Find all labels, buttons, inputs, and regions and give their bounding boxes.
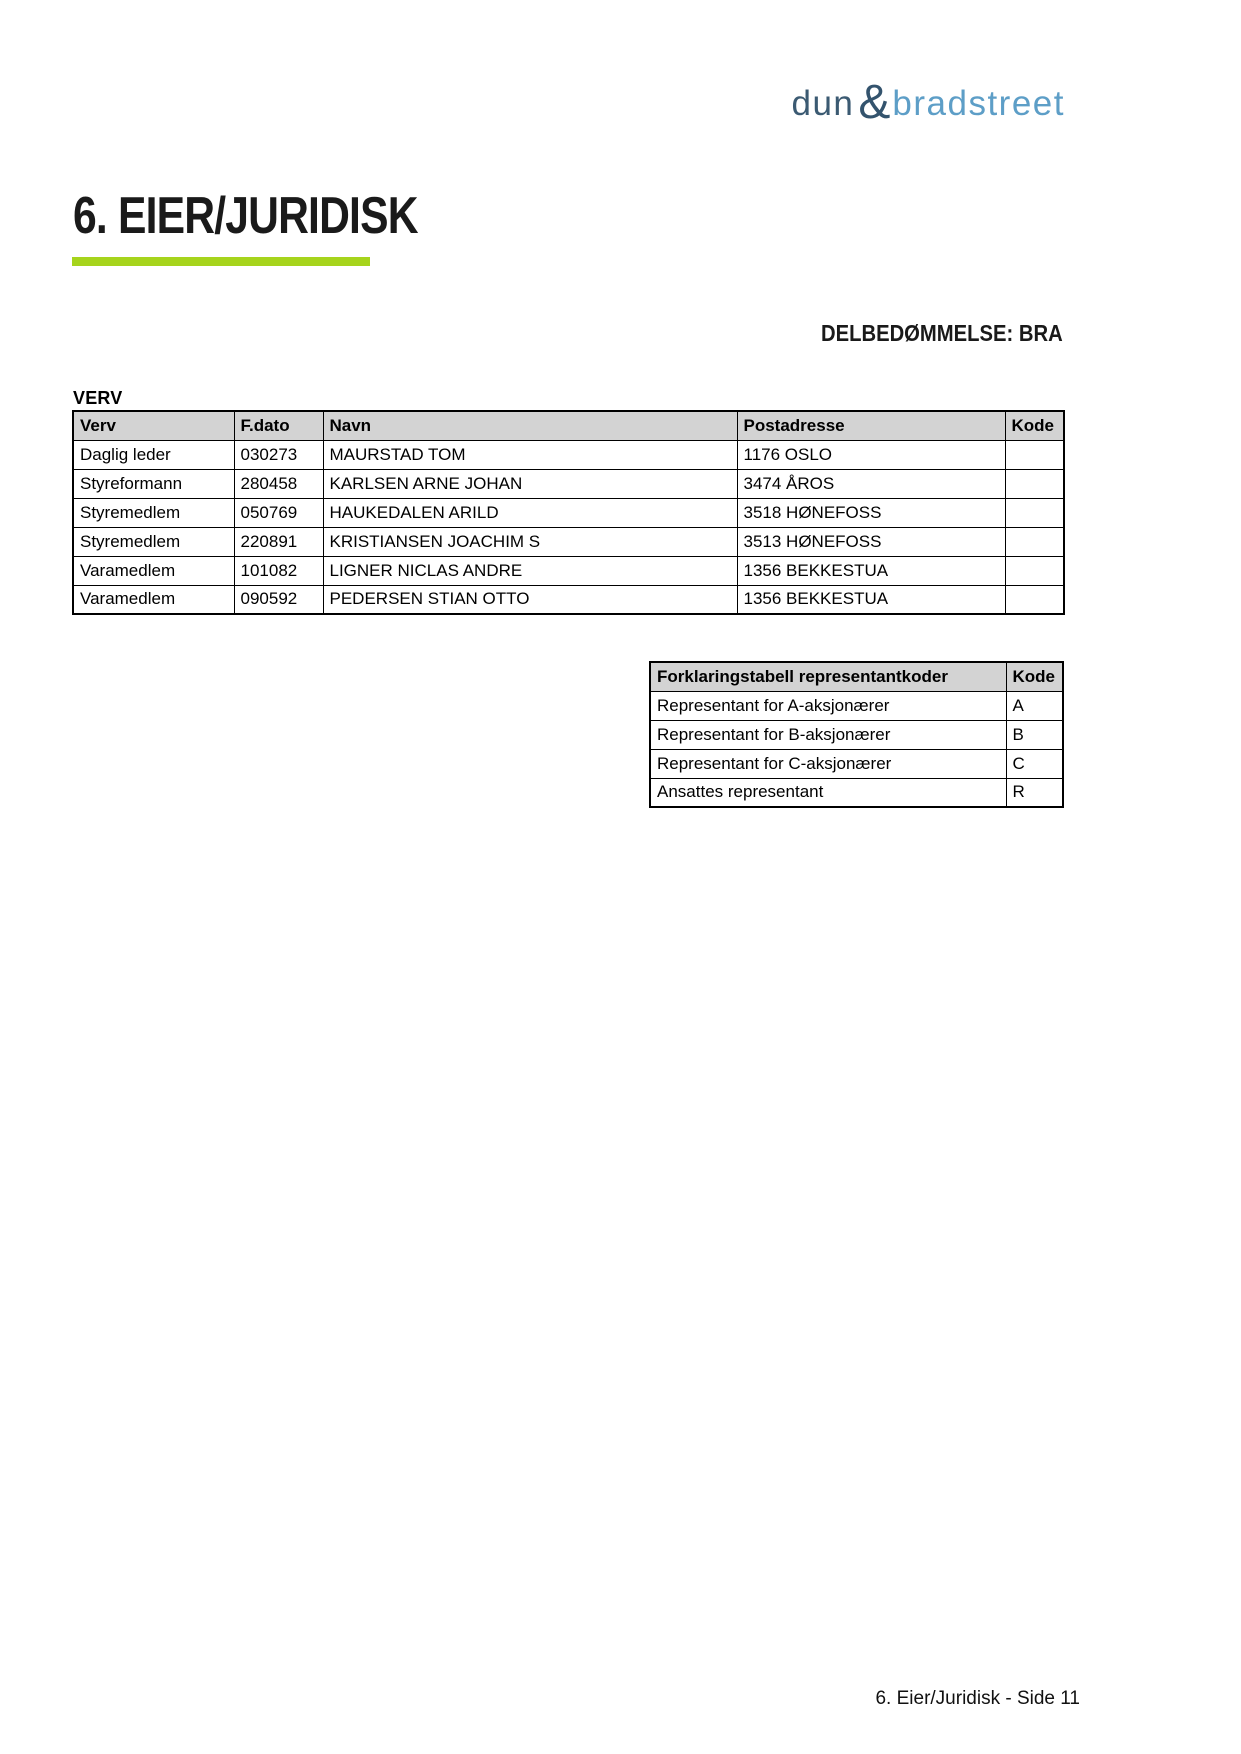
table-cell: 050769 [234, 498, 323, 527]
table-cell: 3474 ÅROS [737, 469, 1005, 498]
table-cell: Styreformann [73, 469, 234, 498]
table-cell: B [1006, 720, 1063, 749]
table-row [73, 469, 1064, 498]
table-cell: MAURSTAD TOM [323, 440, 737, 469]
table-cell: Varamedlem [73, 556, 234, 585]
representative-codes-table [649, 661, 1064, 808]
verv-section-label: VERV [73, 388, 123, 408]
table-row [650, 720, 1063, 749]
table-cell: 1356 BEKKESTUA [737, 585, 1005, 614]
table-row [650, 691, 1063, 720]
column-header: Forklaringstabell representantkoder [650, 662, 1006, 691]
table-cell: Representant for B-aksjonærer [650, 720, 1006, 749]
table-cell [1005, 527, 1064, 556]
table-row [73, 498, 1064, 527]
dun-and-bradstreet-logo [791, 72, 1065, 127]
table-cell: Representant for A-aksjonærer [650, 691, 1006, 720]
table-cell: Ansattes representant [650, 778, 1006, 807]
title-accent-rule [72, 257, 370, 266]
table-cell: PEDERSEN STIAN OTTO [323, 585, 737, 614]
table-row [73, 527, 1064, 556]
table-row [650, 778, 1063, 807]
table-cell: Styremedlem [73, 527, 234, 556]
table-cell: 030273 [234, 440, 323, 469]
table-cell: C [1006, 749, 1063, 778]
header-row [73, 411, 1064, 440]
header-row [650, 662, 1063, 691]
table-cell: Representant for C-aksjonærer [650, 749, 1006, 778]
table-cell: Styremedlem [73, 498, 234, 527]
page-title: 6. EIER/JURIDISK [73, 187, 418, 245]
column-header: Postadresse [737, 411, 1005, 440]
table-cell: 090592 [234, 585, 323, 614]
sub-assessment-heading: DELBEDØMMELSE: BRA [821, 320, 1063, 346]
table-cell: 1176 OSLO [737, 440, 1005, 469]
column-header: Verv [73, 411, 234, 440]
table-row [73, 585, 1064, 614]
column-header: Kode [1006, 662, 1063, 691]
table-cell [1005, 556, 1064, 585]
table-cell: Daglig leder [73, 440, 234, 469]
table-cell: R [1006, 778, 1063, 807]
page-footer: 6. Eier/Juridisk - Side 11 [875, 1688, 1080, 1709]
table-row [73, 556, 1064, 585]
table-row [73, 440, 1064, 469]
table-cell: KARLSEN ARNE JOHAN [323, 469, 737, 498]
table-cell: LIGNER NICLAS ANDRE [323, 556, 737, 585]
logo-text-bradstreet: bradstreet [892, 84, 1065, 123]
table-cell [1005, 469, 1064, 498]
table-cell: 101082 [234, 556, 323, 585]
verv-table [72, 410, 1065, 615]
table-cell: 3513 HØNEFOSS [737, 527, 1005, 556]
table-cell: A [1006, 691, 1063, 720]
table-cell: 1356 BEKKESTUA [737, 556, 1005, 585]
column-header: F.dato [234, 411, 323, 440]
table-cell [1005, 585, 1064, 614]
table-cell: HAUKEDALEN ARILD [323, 498, 737, 527]
column-header: Navn [323, 411, 737, 440]
table-row [650, 749, 1063, 778]
table-cell: Varamedlem [73, 585, 234, 614]
table-cell: KRISTIANSEN JOACHIM S [323, 527, 737, 556]
table-cell: 3518 HØNEFOSS [737, 498, 1005, 527]
logo-text-dun: dun [791, 84, 855, 123]
table-cell: 280458 [234, 469, 323, 498]
table-cell [1005, 440, 1064, 469]
table-cell: 220891 [234, 527, 323, 556]
table-cell [1005, 498, 1064, 527]
logo-ampersand-icon: & [858, 76, 891, 129]
column-header: Kode [1005, 411, 1064, 440]
